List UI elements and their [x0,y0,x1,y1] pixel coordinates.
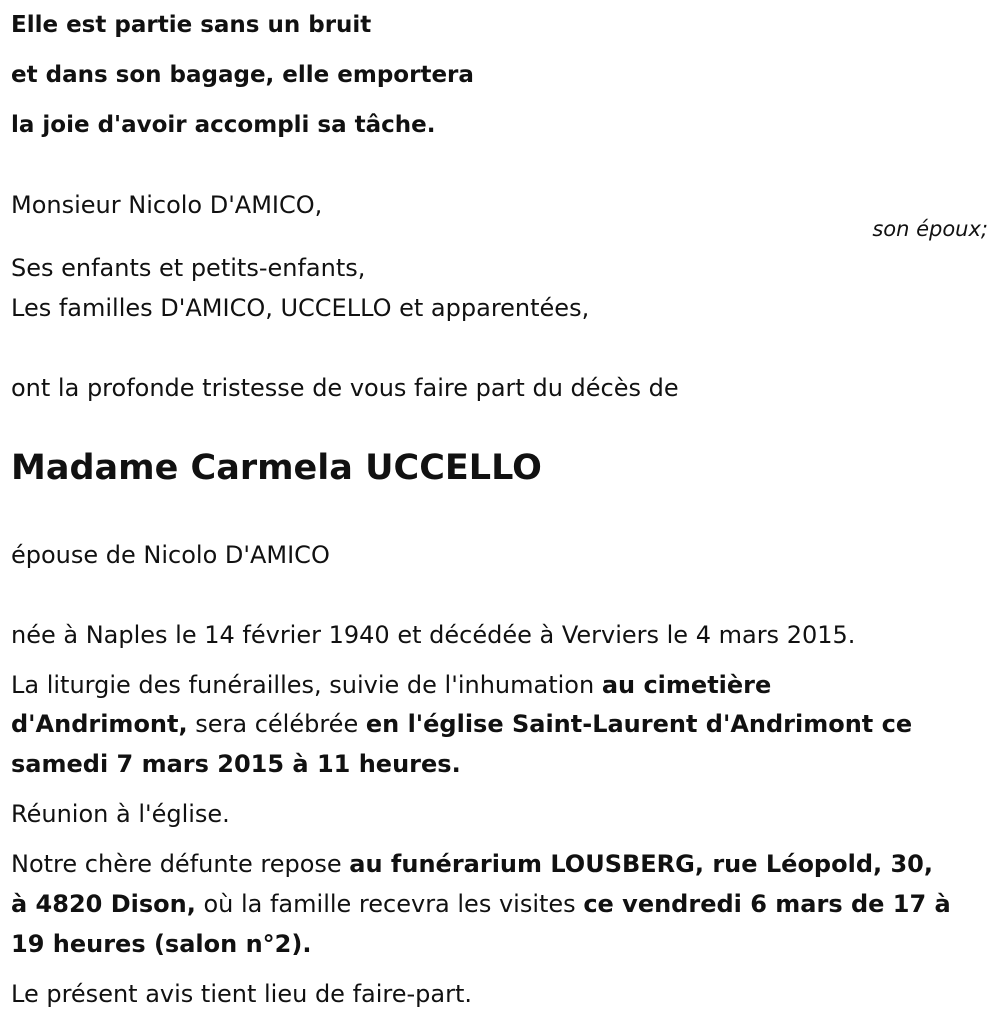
visitation-text-1a: Notre chère défunte repose [11,850,350,878]
poem-line-2: et dans son bagage, elle emportera [11,62,474,88]
children-line: Ses enfants et petits-enfants, [11,254,366,282]
spouse-line: épouse de Nicolo D'AMICO [11,541,330,569]
deceased-name: Madame Carmela UCCELLO [11,448,542,488]
visitation-line-1 [11,849,933,879]
visitation-text-2a: à 4820 Dison, [11,890,196,918]
visitation-text-2c: ce vendredi 6 mars de 17 à [583,890,951,918]
visitation-line-3: 19 heures (salon n°2). [11,930,312,958]
liturgy-text-1a: La liturgie des funérailles, suivie de l'inhumation [11,671,602,699]
liturgy-text-2a: d'Andrimont, [11,710,188,738]
liturgy-line-3: samedi 7 mars 2015 à 11 heures. [11,750,461,778]
husband-line: Monsieur Nicolo D'AMICO, [11,191,323,219]
poem-line-1: Elle est partie sans un bruit [11,12,372,38]
visitation-text-2b: où la famille recevra les visites [195,890,584,918]
families-line: Les familles D'AMICO, UCCELLO et apparentées, [11,294,590,322]
closing-line: Le présent avis tient lieu de faire-part. [11,980,473,1008]
husband-role: son époux; [872,217,988,241]
liturgy-line-1 [11,670,771,700]
liturgy-text-1b: au cimetière [601,671,772,699]
visitation-line-2 [11,889,951,919]
liturgy-text-2b: sera célébrée [187,710,366,738]
announcement-line: ont la profonde tristesse de vous faire part du décès de [11,374,679,402]
reunion-line: Réunion à l'église. [11,800,230,828]
poem-line-3: la joie d'avoir accompli sa tâche. [11,112,436,138]
visitation-text-1b: au funérarium LOUSBERG, rue Léopold, 30, [349,850,933,878]
liturgy-line-2 [11,709,912,739]
birth-death-line: née à Naples le 14 février 1940 et décédée à Verviers le 4 mars 2015. [11,621,856,649]
liturgy-text-2c: en l'église Saint-Laurent d'Andrimont ce [365,710,913,738]
